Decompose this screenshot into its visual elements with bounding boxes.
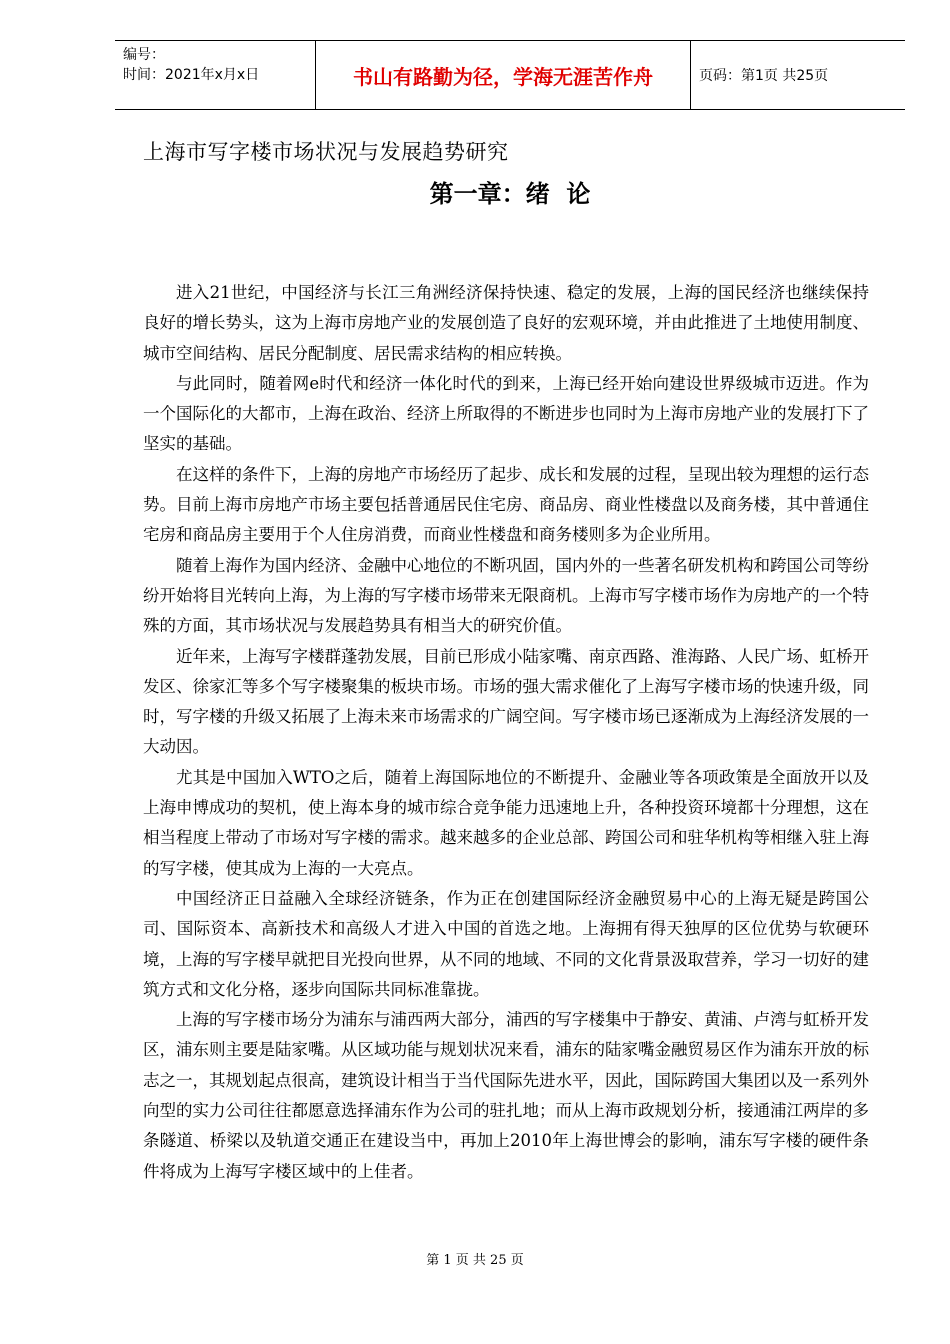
paragraph: 随着上海作为国内经济、金融中心地位的不断巩固，国内外的一些著名研发机构和跨国公司等纷纷开始将目光转向上海，为上海的写字楼市场带来无限商机。上海市写字楼市场作为房地产的一个特殊的方面，其市场状况与发展趋势具有相当大的研究价值。 [143,555,869,636]
paragraph: 进入21世纪，中国经济与长江三角洲经济保持快速、稳定的发展，上海的国民经济也继续保持良好的增长势头，这为上海市房地产业的发展创造了良好的宏观环境，并由此推进了土地使用制度、城市空间结构、居民分配制度、居民需求结构的相应转换。 [143,283,869,363]
paragraph: 与此同时，随着网e时代和经济一体化时代的到来，上海已经开始向建设世界级城市迈进。作为一个国际化的大都市，上海在政治、经济上所取得的不断进步也同时为上海市房地产业的发展打下了坚实的基础。 [143,373,869,454]
chapter-title: 第一章：绪 论 [429,180,591,208]
header-motto: 书山有路勤为径，学海无涯苦作舟 [353,64,653,89]
paragraph: 在这样的条件下，上海的房地产市场经历了起步、成长和发展的过程，呈现出较为理想的运行态势。目前上海市房地产市场主要包括普通居民住宅房、商品房、商业性楼盘以及商务楼，其中普通住宅房和商品房主要用于个人住房消费，而商业性楼盘和商务楼则多为企业所用。 [143,464,869,545]
document-title: 上海市写字楼市场状况与发展趋势研究 [143,140,509,164]
header-page-info: 页码：第1页 共25页 [699,68,829,84]
paragraph: 上海的写字楼市场分为浦东与浦西两大部分，浦西的写字楼集中于静安、黄浦、卢湾与虹桥开发区，浦东则主要是陆家嘴。从区域功能与规划状况来看，浦东的陆家嘴金融贸易区作为浦东开放的标志之一，其规划起点很高，建筑设计相当于当代国际先进水平，因此，国际跨国大集团以及一系列外向型的实力公司往往都愿意选择浦东作为公司的驻扎地；而从上海市政规划分析，接通浦江两岸的多条隧道、桥梁以及轨道交通正在建设当中，再加上2010年上海世博会的影响，浦东写字楼的硬件条件将成为上海写字楼区域中的上佳者。 [143,1010,869,1181]
paragraph: 中国经济正日益融入全球经济链条，作为正在创建国际经济金融贸易中心的上海无疑是跨国公司、国际资本、高新技术和高级人才进入中国的首选之地。上海拥有得天独厚的区位优势与软硬环境，上海的写字楼早就把目光投向世界，从不同的地域、不同的文化背景汲取营养，学习一切好的建筑方式和文化分格，逐步向国际共同标准靠拢。 [143,888,869,999]
document-body [143,278,869,1187]
header-info [123,45,259,85]
paragraph: 近年来，上海写字楼群蓬勃发展，目前已形成小陆家嘴、南京西路、淮海路、人民广场、虹桥开发区、徐家汇等多个写字楼聚集的板块市场。市场的强大需求催化了上海写字楼市场的快速升级，同时，写字楼的升级又拓展了上海未来市场需求的广阔空间。写字楼市场已逐渐成为上海经济发展的一大动因。 [143,646,869,757]
page-footer: 第 1 页 共 25 页 [426,1253,524,1268]
header-number-label: 编号： [123,47,165,63]
page-header [115,40,905,110]
header-time-label: 时间：2021年x月x日 [123,67,260,83]
paragraph: 尤其是中国加入WTO之后，随着上海国际地位的不断提升、金融业等各项政策是全面放开以及上海申博成功的契机，使上海本身的城市综合竞争能力迅速地上升，各种投资环境都十分理想，这在相当程度上带动了市场对写字楼的需求。越来越多的企业总部、跨国公司和驻华机构等相继入驻上海的写字楼，使其成为上海的一大亮点。 [143,767,869,878]
header-divider [690,41,691,109]
